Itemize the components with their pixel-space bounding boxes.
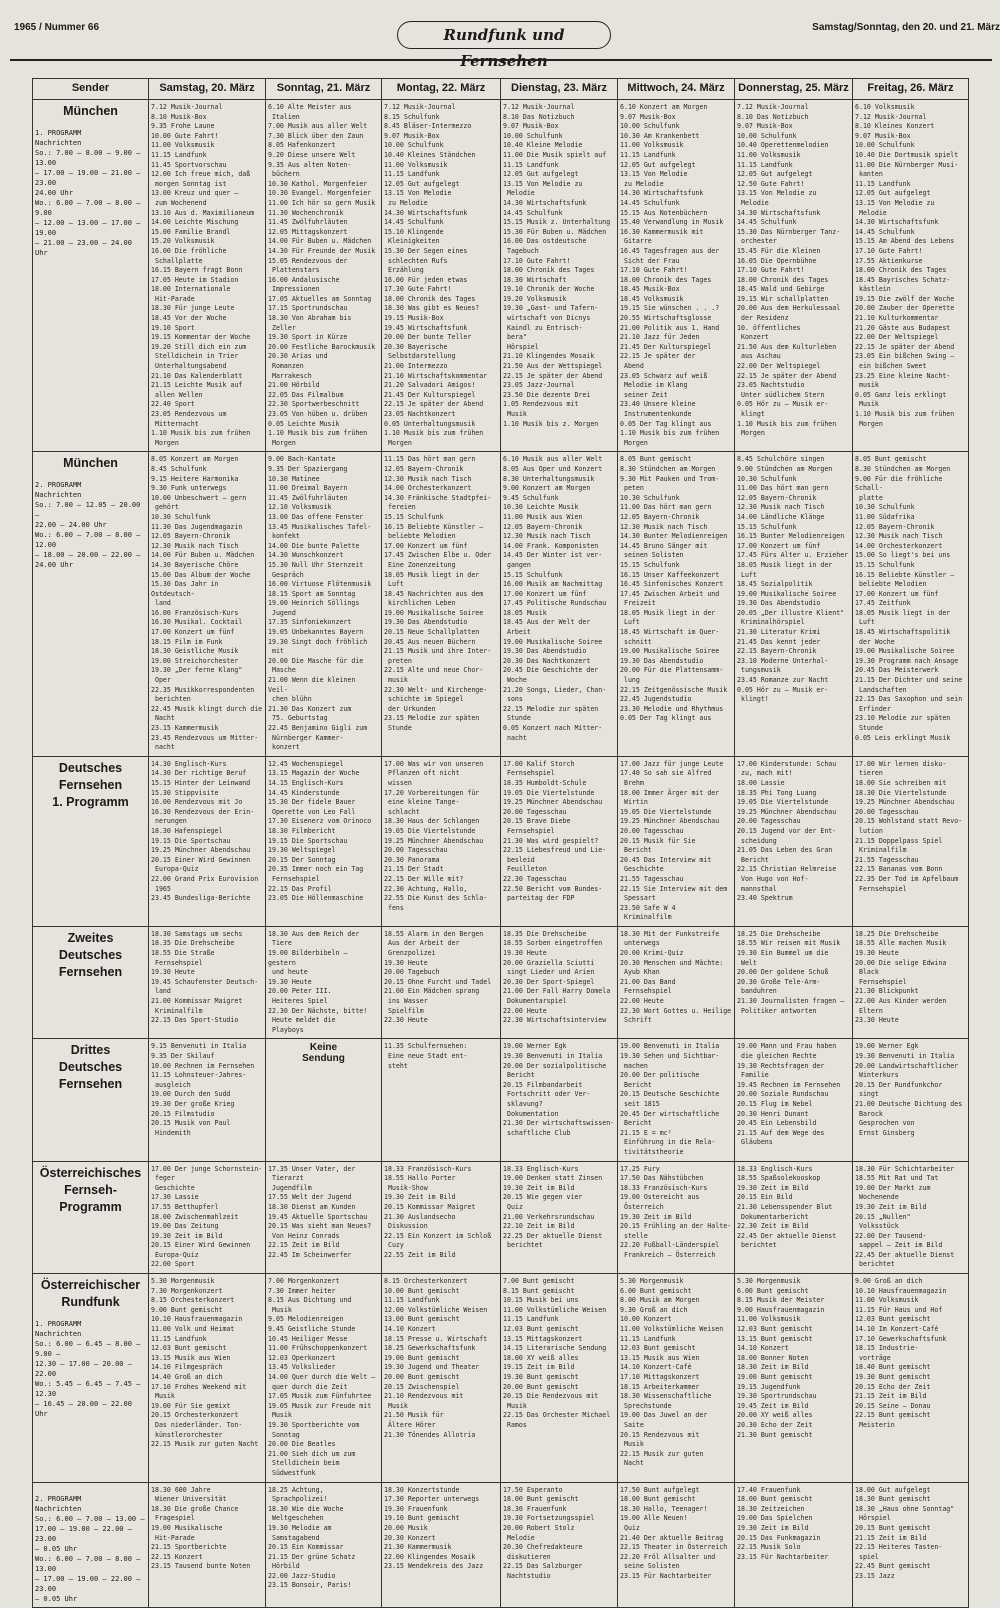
day-program: 19.00 Mann und Frau haben die gleichen Rechte 19.30 Rechtsfragen der Familie 19.45 Rechnen im Fernsehen 20.00 Soziale Rundschau 20.15 Flug im Nebel 20.30 Henri Dunant 20.45 Ein Lebensbild 21.15 Auf dem Wege des Gläubens [735,1039,853,1161]
day-program: 18.33 Französisch-Kurs 18.55 Hallo Porter Musik-Show 19.30 Zeit im Bild 20.15 Kommissar Maigret 21.30 Auslandsecho Diskussion 22.15 Ein Konzert im Schloß Cuzy 22.55 Zeit im Bild [382,1161,501,1274]
header-row [33,79,969,100]
news-times: 2. PROGRAMM Nachrichten So.: 6.00 – 7.00 – 13.00 – 17.00 – 19.00 – 22.00 – 23.00 – 0.05 Uhr Wo.: 6.00 – 7.00 – 8.00 – 13.00 – 17.00 – 19.00 – 22.00 – 23.00 – 0.05 Uhr [35,1494,145,1603]
day-program: 17.00 Kinderstunde: Schau zu, mach mit! 18.00 Lassie 18.35 Phi Tong Luang 19.05 Die Viertelstunde 19.25 Münchner Abendschau 20.00 Tagesschau 20.15 Jugend vor der Ent- scheidung 21.05 Das Leben des Gran Bericht 22.15 Christian Helmreise Von Hugo von Hof- mannsthal 23.40 Spektrum [735,756,853,926]
day-program: 5.30 Morgenmusik 6.00 Bunt gemischt 8.15 Musik der Meister 9.00 Hausfrauenmagazin 11.00 Volksmusik 12.03 Bunt gemischt 13.15 Bunt gemischt 14.10 Konzert 18.00 Bonner Noten 18.30 Zeit im Bild 19.00 Bunt gemischt 19.15 Jugendfunk 19.30 Sportrundschau 19.45 Zeit im Bild 20.00 XY weiß alles 20.30 Echo der Zeit 21.30 Bunt gemischt [735,1274,853,1482]
col-header-day: Mittwoch, 24. März [618,79,735,100]
section-banner: Rundfunk und Fernsehen [397,21,611,49]
day-program: 7.12 Musik-Journal 8.15 Schulfunk 8.45 Bläser-Intermezzo 9.07 Musik-Box 10.00 Schulfunk 10.40 Kleines Ständchen 11.00 Volksmusik 11.15 Landfunk 12.05 Gut aufgelegt 13.15 Von Melodie zu Melodie 14.30 Wirtschaftsfunk 14.45 Schulfunk 15.10 Klingende Kleinigkeiten 15.30 Der Segen eines schlechten Rufs Erzählung 16.00 Für jeden etwas 17.30 Gute Fahrt! 18.00 Chronik des Tages 18.30 Was gibt es Neues? 19.15 Musik-Box 19.45 Wirtschaftsfunk 20.00 Der bunte Teller 20.30 Bayerische Selbstdarstellung 21.00 Intermezzo 21.10 Wirtschaftskommentar 21.20 Salvadori Amigos! 21.45 Der Kulturspiegel 22.15 Je später der Abend 23.05 Nachtkonzert 0.05 Unterhaltungsmusik 1.10 Musik bis zum frühen Morgen [382,100,501,452]
day-program: 8.05 Bunt gemischt 8.30 Stündchen am Morgen 9.00 Für die fröhliche Schall- platte 10.30 Schulfunk 11.00 Südafrika 12.05 Bayern-Chronik 12.30 Musik nach Tisch 14.00 Orchesterkonzert 15.00 So liegt's bei uns 15.15 Schulfunk 16.15 Beliebte Künstler – beliebte Melodien 17.00 Konzert um fünf 17.45 Zeitfunk 18.05 Musik liegt in der Luft 18.45 Wirtschaftspolitik der Woche 19.00 Musikalische Soiree 19.30 Programm nach Ansage 20.45 Das Meisterwerk 21.15 Der Dichter und seine Landschaften 22.15 Das Saxophon und sein Erfinder 23.10 Melodie zur späten Stunde 0.05 Leis erklingt Musik [853,452,969,756]
col-header-day: Sonntag, 21. März [266,79,382,100]
day-program: 7.00 Bunt gemischt 8.15 Bunt gemischt 10.15 Musik bei uns 11.00 Volkstümliche Weisen 11.15 Landfunk 12.03 Bunt gemischt 13.15 Mittagskonzert 14.15 Literarische Sendung 18.00 XY weiß alles 19.15 Zeit im Bild 19.30 Bunt gemischt 20.00 Bunt gemischt 20.15 Die Rendezvous mit Musik 22.15 Das Orchester Michael Ramos [501,1274,618,1482]
header-rule [10,59,992,61]
day-program: 19.00 Werner Egk 19.30 Benvenuti in Italia 20.00 Landwirtschaftlicher Winterkurs 20.15 Der Rundfunkchor singt 21.00 Deutsche Dichtung des Barock Gesprochen von Ernst Ginsberg [853,1039,969,1161]
day-program: 18.55 Alarm in den Bergen Aus der Arbeit der Grenzpolizei 19.30 Heute 20.00 Tagebuch 20.15 Ohne Furcht und Tadel 21.00 Ein Mädchen sprang ins Wasser Spielfilm 22.30 Heute [382,926,501,1039]
station-row [33,1161,969,1274]
news-times: 1. PROGRAMM Nachrichten So.: 7.00 – 8.00 – 9.00 – 13.00 – 17.00 – 19.00 – 21.00 – 23.00 24.00 Uhr Wo.: 6.00 – 7.00 – 8.00 – 9.00 – 12.00 – 13.00 – 17.00 – 19.00 – 21.00 – 23.00 – 24.00 Uhr [35,129,141,257]
col-header-day: Samstag, 20. März [149,79,266,100]
page-header [0,20,1000,70]
day-program: 6.10 Musik aus aller Welt 8.05 Aus Oper und Konzert 8.30 Unterhaltungsmusik 9.00 Konzert am Morgen 9.45 Schulfunk 10.30 Leichte Musik 11.00 Musik aus Wien 12.05 Bayern-Chronik 12.30 Musik nach Tisch 14.00 Frank. Komponisten 14.45 Der Winter ist ver- gangen 15.15 Schulfunk 16.00 Musik am Nachmittag 17.00 Konzert um fünf 17.45 Politische Rundschau 18.05 Musik 18.45 Aus der Welt der Arbeit 19.00 Musikalische Soiree 19.30 Das Abendstudio 20.30 Das Nachtkonzert 20.45 Die Geschichte der Woche 21.20 Songs, Lieder, Chan- sons 22.15 Melodie zur späten Stunde 0.05 Konzert nach Mitter- nacht [501,452,618,756]
day-program: 18.25 Die Drehscheibe 18.55 Wir reisen mit Musik 19.30 Ein Bummel um die Welt 20.00 Der goldene Schuß 20.30 Große Tele-Arm- banduhren 21.30 Journalisten fragen – Politiker antworten [735,926,853,1039]
day-program: 18.30 Konzertstunde 17.30 Reporter unterwegs 19.30 Frauenfunk 19.10 Bunt gemischt 20.00 Musik 20.30 Konzert 21.30 Kammermusik 22.00 Klingendes Mosaik 23.15 Wendekreis des Jazz [382,1482,501,1607]
day-program: 7.12 Musik-Journal 8.10 Musik-Box 9.35 Frohe Laune 10.00 Gute Fahrt! 11.00 Volksmusik 11.15 Landfunk 11.45 Sportvorschau 12.00 Ich freue mich, daß morgen Sonntag ist 13.00 Kreuz und quer – zum Wochenend 13.10 Aus d. Maximilianeum 14.00 Leichte Mischung 15.00 Familie Brandl 15.20 Volksmusik 16.00 Die fröhliche Schallplatte 16.15 Bayern fragt Bonn 17.05 Heute im Stadion 18.00 Internationale Hit-Parade 18.30 Für junge Leute 18.45 Vor der Woche 19.10 Sport 19.15 Kommentar der Woche 19.20 Still dich ein zum Stelldichein in Trier Unterhaltungsabend 21.10 Das Kalenderblatt 21.15 Leichte Musik auf allen Wellen 22.40 Sport 23.05 Rendezvous um Mitternacht 1.10 Musik bis zum frühen Morgen [149,100,266,452]
col-header-sender: Sender [33,79,149,100]
issue-date: Samstag/Sonntag, den 20. und 21. März [812,22,1000,33]
day-program: 18.25 Die Drehscheibe 18.55 Alle machen Musik 19.30 Heute 20.00 Die selige Edwina Black Fernsehspiel 21.30 Blickpunkt 22.00 Aus Kinder werden Eltern 23.30 Heute [853,926,969,1039]
station-cell [33,1482,149,1607]
day-program: 8.15 Orchesterkonzert 10.00 Bunt gemischt 11.15 Landfunk 12.00 Volkstümliche Weisen 13.00 Bunt gemischt 14.10 Konzert 18.15 Presse u. Wirtschaft 18.25 Gewerkschaftsfunk 19.00 Bunt gemischt 19.30 Jugend und Theater 20.00 Bunt gemischt 20.15 Zwischenspiel 21.10 Rendezvous mit Musik 21.50 Musik für Ältere Hörer 21.30 Tönendes Allotria [382,1274,501,1482]
news-times: 2. PROGRAMM Nachrichten So.: 7.00 – 12.05 – 20.00 – 22.00 – 24.00 Uhr Wo.: 6.00 – 7.00 – 8.00 – 12.00 – 18.00 – 20.00 – 22.00 – 24.00 Uhr [35,481,141,570]
day-program: 18.30 Für Schichtarbeiter 18.55 Mit Rat und Tat 19.00 Der Markt zum Wochenende 19.30 Zeit im Bild 20.15 „Nullen" Volksstück 22.00 Der Tausend- sappel – Zeit im Bild 22.45 Der aktuelle Dienst berichtet [853,1161,969,1274]
program-table [32,78,969,1608]
day-program: 11.35 Schulfernsehen: Eine neue Stadt ent- steht [382,1039,501,1161]
day-program: 11.15 Das hört man gern 12.05 Bayern-Chronik 12.30 Musik nach Tisch 14.00 Orchesterkonzert 14.30 Fränkische Stadtpfei- fereien 15.15 Schulfunk 16.15 Beliebte Künstler – beliebte Melodien 17.00 Konzert um fünf 17.45 Zwischen Elbe u. Oder Eine Zonenzeitung 18.05 Musik liegt in der Luft 18.45 Nachrichten aus dem kirchlichen Leben 19.00 Musikalische Soiree 19.30 Das Abendstudio 20.15 Neue Schallplatten 20.45 Aus neuen Büchern 21.15 Musik und ihre Inter- preten 22.15 Alte und neue Chor- musik 22.30 Welt- und Kirchenge- schichte im Spiegel der Urkunden 23.15 Melodie zur späten Stunde [382,452,501,756]
day-program: 18.33 Englisch-Kurs 19.00 Denken statt Zinsen 19.30 Zeit im Bild 20.15 Wie gegen vier Quiz 21.00 Verkehrsrundschau 22.10 Zeit im Bild 22.25 Der aktuelle Dienst berichtet [501,1161,618,1274]
day-program: 18.30 600 Jahre Wiener Universität 18.30 Die große Chance Fragespiel 19.00 Musikalische Hit-Parade 21.15 Sportberichte 22.15 Konzert 23.15 Tausend bunte Noten [149,1482,266,1607]
station-cell [33,756,149,926]
col-header-day: Montag, 22. März [382,79,501,100]
day-program: 18.00 Gut aufgelegt 18.30 Bunt gemischt 18.30 „Haus ohne Sonntag" Hörspiel 20.15 Bunt gemischt 21.15 Zeit im Bild 22.15 Heiteres Tasten- spiel 22.45 Bunt gemischt 23.15 Jazz [853,1482,969,1607]
day-program: 5.30 Morgenmusik 7.30 Morgenkonzert 8.15 Orchesterkonzert 9.00 Bunt gemischt 10.10 Hausfrauenmagazin 11.00 Volk und Heimat 11.15 Landfunk 12.03 Bunt gemischt 13.15 Musik aus Wien 14.10 Filmgespräch 14.40 Groß an dich 17.10 Frohes Weekend mit Musik 19.00 Für Sie gemixt 20.15 Orchesterkonzert Das niederländer. Ton- künstlerorchester 22.15 Musik zur guten Nacht [149,1274,266,1482]
day-program: 7.00 Morgenkonzert 7.30 Immer heiter 8.15 Aus Dichtung und Musik 9.05 Melodienreigen 9.45 Geistliche Stunde 10.45 Heiliger Messe 11.00 Frühschoppenkonzert 12.03 Operkonzert 13.45 Volkslieder 14.00 Quer durch die Welt – quer durch die Zeit 17.05 Musik zum Fünfuhrtee 19.05 Musik zur Freude mit Musik 19.30 Sportberichte vom Sonntag 20.00 Die Beatles 21.00 Sieh dich um zum Stelldichein beim Südwestfunk [266,1274,382,1482]
station-cell [33,1039,149,1161]
day-program: 18.30 Mit der Funkstreife unterwegs 20.00 Krimi-Quiz 20.30 Menschen und Mächte: Ayub Khan 21.00 Das Band Fernsehspiel 22.00 Heute 22.30 Wort Gottes u. Heilige Schrift [618,926,735,1039]
day-program: 19.00 Benvenuti in Italia 19.30 Sehen und Sichtbar- machen 20.00 Der politische Bericht 20.15 Deutsche Geschichte seit 1815 20.45 Der wirtschaftliche Bericht 21.15 E = mc² Einführung in die Rela- tivitätstheorie [618,1039,735,1161]
station-row [33,1482,969,1607]
station-row [33,1039,969,1161]
day-program: 8.45 Schulchöre singen 9.00 Stündchen am Morgen 10.30 Schulfunk 11.00 Das hört man gern 12.05 Bayern-Chronik 12.30 Musik nach Tisch 14.00 Ländliche Klänge 15.15 Schulfunk 16.15 Bunter Melodienreigen 17.00 Konzert um fünf 17.45 Fürs Alter u. Erzieher 18.05 Musik liegt in der Luft 18.45 Sozialpolitik 19.00 Musikalische Soiree 19.30 Das Abendstudio 20.05 „Der illustre Klient" Kriminalhörspiel 21.30 Literatur Krimi 21.45 Das kennt jeder 22.15 Bayern-Chronik 23.10 Moderne Unterhal- tungsmusik 23.45 Romanze zur Nacht 0.05 Hör zu – Musik er- klingt! [735,452,853,756]
station-row [33,1274,969,1482]
station-name: Drittes Deutsches Fernsehen [58,1043,123,1092]
day-program: 8.05 Bunt gemischt 8.30 Stündchen am Morgen 9.30 Mit Pauken und Trom- peten 10.30 Schulfunk 11.00 Das hört man gern 12.05 Bayern-Chronik 12.30 Musik nach Tisch 14.30 Bunter Melodienreigen 14.45 Bruno Sänger mit seinen Solisten 15.15 Schulfunk 16.15 Unser Kaffeekonzert 16.45 Sinfonisches Konzert 17.45 Zwischen Arbeit und Freizeit 18.05 Musik liegt in der Luft 18.45 Wirtschaft im Quer- schnitt 19.00 Musikalische Soiree 19.30 Das Abendstudio 20.00 Für die Plattensamm- lung 22.15 Zeitgenössische Musik 22.45 Jugendstudio 23.30 Melodie und Rhythmus 0.05 Der Tag klingt aus [618,452,735,756]
day-program: 19.00 Werner Egk 19.30 Benvenuti in Italia 20.00 Der sozialpolitische Bericht 20.15 Filmbandarbeit Fortschritt oder Ver- sklavung? Dokumentation 21.30 Der wirtschaftswissen- schaftliche Club [501,1039,618,1161]
news-times: 1. PROGRAMM Nachrichten So.: 6.00 – 6.45 – 8.00 – 9.00 – 12.30 – 17.00 – 20.00 – 22.00 Wo.: 5.45 – 6.45 – 7.45 – 12.30 – 16.45 – 20.00 – 22.00 Uhr [35,1320,141,1419]
station-name: München [63,456,118,471]
station-row [33,452,969,756]
day-program: 7.12 Musik-Journal 8.10 Das Notizbuch 9.07 Musik-Box 10.00 Schulfunk 10.40 Operettenmelodien 11.00 Volksmusik 11.15 Landfunk 12.05 Gut aufgelegt 12.50 Gute Fahrt! 13.15 Von Melodie zu Melodie 14.30 Wirtschaftsfunk 14.45 Schulfunk 15.30 Das Nürnberger Tanz- orchester 15.45 Für die Kleinen 16.05 Die Opernbühne 17.10 Gute Fahrt! 18.00 Chronik des Tages 18.45 Wald und Gebirge 19.15 Wir schallplatten 20.00 Aus dem Herkulessaal der Residenz 10. öffentliches Konzert 21.50 Aus dem Kulturleben aus Aschau 22.00 Der Weltspiegel 22.15 Je später der Abend 23.05 Nachtstudio Unter südlichem Stern 0.05 Hör zu – Musik er- klingt 1.10 Musik bis zum frühen Morgen [735,100,853,452]
station-name: Zweites Deutsches Fernsehen [58,930,123,979]
day-program: 17.00 Was wir von unseren Pflanzen oft nicht wissen 17.20 Vorbereitungen für eine kleine Tange- schlacht 18.30 Haus der Schlangen 19.05 Die Viertelstunde 19.25 Münchner Abendschau 20.00 Tagesschau 20.30 Panorama 21.15 Der Stadt 22.15 Der Wille mit? 22.30 Achtung, Hallo, 22.55 Die Kunst des Schla- fens [382,756,501,926]
day-program: 17.00 Wir lernen disku- tieren 18.00 Sie schreiben mit 18.30 Die Viertelstunde 19.25 Münchner Abendschau 20.00 Tagesschau 20.15 Wohlstand statt Revo- lution 21.15 Doppelpass Spiel Kriminalfilm 21.55 Tagesschau 22.15 Bananas vom Bonn 22.35 Der Tod im Apfelbaum Fernsehspiel [853,756,969,926]
day-program: 18.35 Die Drehscheibe 18.55 Sorben eingetroffen 19.30 Heute 20.00 Graziella Sciutti singt Lieder und Arien 20.30 Der Sport-Spiegel 21.00 Der Fall Harry Domela Dokumentarspiel 22.00 Heute 22.30 Wirtschaftsinterview [501,926,618,1039]
day-program: 18.33 Englisch-Kurs 18.55 Spaßsolekooskop 19.30 Zeit im Bild 20.15 Ein Bild 21.30 Lebensspender Blut Dokumentarbericht 22.30 Zeit im Bild 22.45 Der aktuelle Dienst berichtet [735,1161,853,1274]
day-program: 9.00 Groß an dich 10.10 Hausfrauenmagazin 11.00 Volksmusik 11.15 Für Haus und Hof 12.03 Bunt gemischt 14.10 Im Konzert-Café 17.10 Gewerkschaftsfunk 18.15 Industrie- vorträge 18.40 Bunt gemischt 19.30 Bunt gemischt 20.15 Echo der Zeit 21.15 Zeit im Bild 20.15 Seine – Donau 22.15 Bunt gemischt Meisterin [853,1274,969,1482]
day-program: 14.30 Englisch-Kurs 14.30 Der richtige Beruf 15.15 Hinter der Leinwand 15.30 Stippvisite 16.00 Rendezvous mit Jo 16.30 Rendezvous der Erin- nerungen 18.30 Hafenspiegel 19.15 Die Sportschau 19.25 Münchner Abendschau 20.15 Einer Wird Gewinnen Europa-Quiz 22.00 Grand Prix Eurovision 1965 23.45 Bundesliga-Berichte [149,756,266,926]
station-name: Österreichisches Fernseh- Programm [39,1165,142,1214]
no-broadcast: Keine Sendung [266,1039,382,1161]
day-program: 5.30 Morgenmusik 6.00 Bunt gemischt 8.00 Musik am Morgen 9.30 Groß an dich 10.00 Konzert 11.00 Volkstümliche Weisen 11.15 Landfunk 12.03 Bunt gemischt 13.15 Musik aus Wien 14.10 Konzert-Café 17.10 Mittagskonzert 18.15 Arbeiterkammer 18.30 Wissenschaftliche Sprechstunde 19.00 Das Juwel an der Saite 20.15 Rendezvous mit Musik 22.15 Musik zur guten Nacht [618,1274,735,1482]
station-cell [33,926,149,1039]
day-program: 17.00 Kalif Storch Fernsehspiel 18.35 Humboldt-Schule 19.05 Die Viertelstunde 19.25 Münchner Abendschau 20.00 Tagesschau 20.15 Brave Diebe Fernsehspiel 21.30 Was wird gespielt? 22.15 Liebesfreud und Lie- besleid Feuilleton 22.30 Tagesschau 22.50 Bericht vom Bundes- parteitag der FDP [501,756,618,926]
day-program: 6.10 Konzert am Morgen 9.07 Musik-Box 10.00 Schulfunk 10.30 Am Krankenbett 11.00 Volksmusik 11.15 Landfunk 12.05 Gut aufgelegt 13.15 Von Melodie zu Melodie 14.30 Wirtschaftsfunk 14.45 Schulfunk 15.15 Aus Notenbüchern 15.40 Verwandlung in Musik 16.30 Kammermusik mit Gitarre 16.45 Tagesfragen aus der Sicht der Frau 17.10 Gute Fahrt! 18.00 Chronik des Tages 18.45 Musik-Box 18.45 Volksmusik 19.15 Sie wünschen . . .? 20.55 Wirtschaftsglosse 21.00 Politik aus 1. Hand 21.10 Jazz für Jeden 21.45 Der Kulturspiegel 22.15 Je später der Abend 23.05 Schwarz auf weiß Melodie im Klang seiner Zeit 23.40 Unsere kleine Instrumentenkunde 0.05 Der Tag klingt aus 1.10 Musik bis zum frühen Morgen [618,100,735,452]
issue-number: 1965 / Nummer 66 [14,22,100,33]
day-program: 17.50 Esperanto 18.00 Bunt gemischt 18.30 Frauenfunk 19.30 Fortsetzungsspiel 20.00 Robert Stolz Melodie 20.30 Chefredakteure diskutieren 22.15 Das Salzburger Nachtstudio [501,1482,618,1607]
station-cell [33,1274,149,1482]
day-program: 7.12 Musik-Journal 8.10 Das Notizbuch 9.07 Musik-Box 10.00 Schulfunk 10.40 Kleine Melodie 11.00 Die Musik spielt auf 11.15 Landfunk 12.05 Gut aufgelegt 13.15 Von Melodie zu Melodie 14.30 Wirtschaftsfunk 14.45 Schulfunk 15.15 Musik z. Unterhaltung 15.30 Für Buben u. Mädchen 16.00 Das ostdeutsche Tagebuch 17.10 Gute Fahrt! 18.00 Chronik des Tages 18.30 Wirtschaft 19.10 Chronik der Woche 19.20 Volksmusik 19.30 „Gast- und Tafern- wirtschaft von Dicnys Kaindl zu Entrisch- bera" Hörspiel 21.10 Klingendes Mosaik 21.50 Aus der Wettspiegel 22.15 Je später der Abend 23.05 Jazz-Journal 23.50 Die dezente Drei 1.05 Rendezvous mit Musik 1.10 Musik bis z. Morgen [501,100,618,452]
day-program: 9.15 Benvenuti in Italia 9.35 Der Skilauf 10.00 Rechnen im Fernsehen 11.15 Lohnsteuer-Jahres- ausgleich 19.00 Durch den Sudd 19.30 Der große Krieg 20.15 Filmstudio 20.15 Musik von Paul Hindemith [149,1039,266,1161]
station-name: Deutsches Fernsehen 1. Programm [52,760,129,809]
day-program: 17.25 Fury 17.50 Das Nähstübchen 18.33 Französisch-Kurs 19.00 Ostereicht aus Österreich 19.30 Zeit im Bild 20.15 Frühling an der Halte- stelle 22.20 Fußball-Länderspiel Frankreich – Österreich [618,1161,735,1274]
day-program: 17.00 Jazz für junge Leute 17.40 So sah sie Alfred Brehm 18.00 Immer Ärger mit der Wirtin 19.05 Die Viertelstunde 19.25 Münchner Abendschau 20.00 Tagesschau 20.15 Musik für Sie Bericht 20.45 Das Interview mit Geschichte 21.55 Tagesschau 22.15 Sie Interview mit dem Spessart 23.50 Safe W 4 Kriminalfilm [618,756,735,926]
day-program: 17.50 Bunt aufgelegt 18.00 Bunt gemischt 18.30 Hallo, Teenager! 19.00 Alle Neuen! Quiz 21.40 Der aktuelle Beitrag 22.15 Theater in Österreich 22.20 Fröl Allsalter und seine Solisten 23.15 Für Nachtarbeiter [618,1482,735,1607]
day-program: 12.45 Wochenspiegel 13.15 Magazin der Woche 14.15 Englisch-Kurs 14.45 Kinderstunde 15.30 Der fidele Bauer Operette von Leo Fall 17.30 Eisenerz vom Orinoco 18.30 Filmbericht 19.15 Die Sportschau 19.30 Weltspiegel 20.15 Der Sonntag 20.35 Immer noch ein Tag Fernsehspiel 22.15 Das Profil 23.05 Die Höllenmaschine [266,756,382,926]
station-cell [33,452,149,756]
station-cell [33,100,149,452]
station-cell [33,1161,149,1274]
day-program: 17.00 Der junge Schornstein- feger Geschichte 17.30 Lassie 17.55 Betthupferl 18.00 Zwischenmahlzeit 19.00 Das Zeitung 19.30 Zeit im Bild 20.15 Einer Wird Gewinnen Europa-Quiz 22.00 Sport [149,1161,266,1274]
station-row [33,100,969,452]
day-program: 6.10 Volksmusik 7.12 Musik-Journal 8.10 Kleines Konzert 9.07 Musik-Box 10.00 Schulfunk 10.40 Die Dortmusik spielt 11.00 Die Nürnberger Musi- kanten 11.15 Landfunk 12.05 Gut aufgelegt 13.15 Von Melodie zu Melodie 14.30 Wirtschaftsfunk 14.45 Schulfunk 15.15 Am Abend des Lebens 17.10 Gute Fahrt! 17.55 Aktienkurse 18.00 Chronik des Tages 18.45 Bayrisches Schatz- kästlein 19.15 Die zwölf der Woche 20.00 Zauber der Operette 21.10 Kulturkommentar 21.20 Gäste aus Budapest 22.00 Der Weltspiegel 22.15 Je später der Abend 23.05 Ein bißchen Swing – ein bißchen Sweet 23.25 Eine kleine Nacht- musik 0.05 Ganz leis erklingt Musik 1.10 Musik bis zum frühen Morgen [853,100,969,452]
day-program: 6.10 Alte Meister aus Italien 7.00 Musik aus aller Welt 7.30 Blick über den Zaun 8.05 Hafenkonzert 9.20 Diese unsere Welt 9.35 Aus alten Noten- büchern 10.30 Kathol. Morgenfeier 10.30 Evangel. Morgenfeier 11.00 Ich hör so gern Musik 11.30 Wochenchronik 11.45 Zwölfuhrläuten 12.05 Mittagskonzert 14.00 Für Buben u. Mädchen 14.30 Für Freunde der Musik 15.05 Rendezvous der Plattenstars 16.00 Andalusische Impressionen 17.05 Aktuelles am Sonntag 17.15 Sportrundschau 18.30 Von Abraham bis Zeller 19.30 Sport in Kürze 20.00 Festliche Barockmusik 20.30 Arias und Romanzen Marrakesch 21.00 Hörbild 22.05 Das Filmalbum 22.30 Sportwerbeschnitt 23.05 Von hüben u. drüben 0.05 Leichte Musik 1.10 Musik bis zum frühen Morgen [266,100,382,452]
day-program: 18.30 Aus dem Reich der Tiere 19.00 Bilderbibeln – gestern und heute 19.30 Heute 20.00 Peter III. Heiteres Spiel 22.30 Der Nächste, bitte! Heute meldet die Playboys [266,926,382,1039]
day-program: 9.00 Bach-Kantate 9.35 Der Spaziergang 10.30 Matinee 11.00 Dreimal Bayern 11.45 Zwölfuhrläuten 12.10 Volksmusik 13.00 Das offene Fenster 13.45 Musikalisches Tafel- konfekt 14.00 Die bunte Palette 14.30 Wunschkonzert 15.30 Null Uhr Sternzeit Gespräch 16.00 Virtuose Flötenmusik 18.15 Sport am Sonntag 19.00 Heinrich Söllings Jugend 17.35 Sinfoniekonzert 19.05 Unbekanntes Bayern 19.30 Singt doch fröhlich mit 20.00 Die Masche für die Masche 21.00 Wenn die kleinen Veil- chen blühn 21.30 Das Konzert zum 75. Geburtstag 22.45 Benjamino Gigli zum Nürnberger Kammer- konzert [266,452,382,756]
day-program: 17.35 Unser Vater, der Tierarzt Jugendfilm 17.55 Welt der Jugend 18.30 Dienst am Kunden 19.45 Aktuelle Sportschau 20.15 Was sieht man Neues? Von Heinz Conrads 22.15 Zeit im Bild 22.45 Im Scheinwerfer [266,1161,382,1274]
col-header-day: Dienstag, 23. März [501,79,618,100]
day-program: 18.30 Samstags um sechs 18.35 Die Drehscheibe 18.55 Die Straße Fernsehspiel 19.30 Heute 19.45 Schaufenster Deutsch- land 21.00 Kommissar Maigret Kriminalfilm 22.15 Das Sport-Studio [149,926,266,1039]
station-row [33,926,969,1039]
station-name: München [63,104,118,118]
day-program: 8.05 Konzert am Morgen 8.45 Schulfunk 9.15 Heitere Harmonika 9.30 Funk unterwegs 10.00 Unbeschwert – gern gehört 10.30 Schulfunk 11.30 Das Jugendmagazin 12.05 Bayern-Chronik 12.30 Musik nach Tisch 14.00 Für Buben u. Mädchen 14.30 Bayerische Chöre 15.00 Das Album der Woche 15.30 Das Jahr in Ostdeutsch- land 16.00 Französisch-Kurs 16.30 Musikal. Cocktail 17.00 Konzert um fünf 18.15 Film im Funk 18.30 Geistliche Musik 19.00 Streichorchester 19.30 „Der ferne Klang" Oper 22.35 Musikkorrespondenten berichten 22.45 Musik klingt durch die Nacht 23.15 Kammermusik 23.45 Rendezvous um Mitter- nacht [149,452,266,756]
day-program: 18.25 Achtung, Sprachpolizei! 18.30 Wie die Woche Weltgeschehen 19.30 Melodie am Samstagabend 20.15 Ein Kommissar 21.15 Der grüne Schatz Hörbild 22.00 Jazz-Studio 23.15 Bonsoir, Paris! [266,1482,382,1607]
col-header-day: Freitag, 26. März [853,79,969,100]
col-header-day: Donnerstag, 25. März [735,79,853,100]
station-name: Österreichischer Rundfunk [40,1278,141,1310]
day-program: 17.40 Frauenfunk 18.00 Bunt gemischt 18.30 Zeitzeichen 19.00 Das Spielchen 19.30 Zeit im Bild 20.15 Das Funkmagazin 22.15 Musik Solo 23.15 Für Nachtarbeiter [735,1482,853,1607]
station-row [33,756,969,926]
